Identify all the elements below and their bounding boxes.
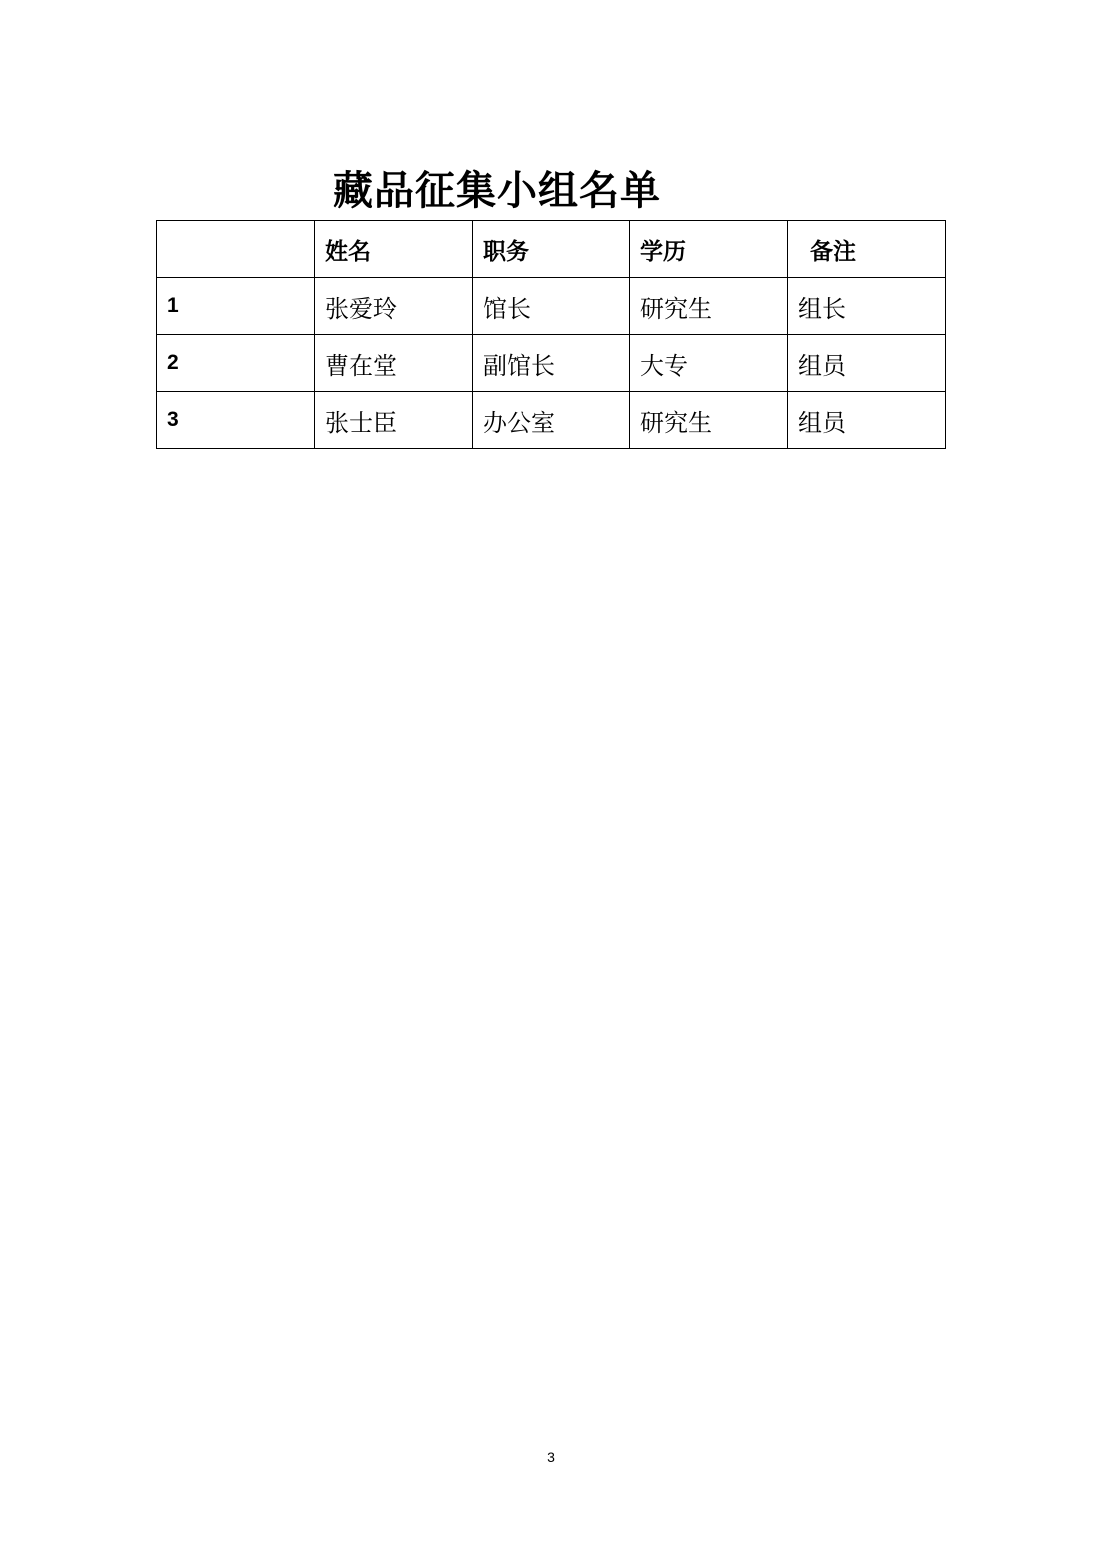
member-position: 副馆长 [473, 335, 630, 392]
page-title: 藏品征集小组名单 [333, 168, 661, 214]
row-index: 2 [157, 335, 315, 392]
header-remark: 备注 [788, 221, 946, 278]
member-remark: 组员 [788, 335, 946, 392]
row-index: 1 [157, 278, 315, 335]
member-education: 研究生 [630, 392, 788, 449]
table-row [157, 335, 946, 392]
table-header-row [157, 221, 946, 278]
member-position: 馆长 [473, 278, 630, 335]
member-table [156, 220, 946, 449]
header-index [157, 221, 315, 278]
member-education: 大专 [630, 335, 788, 392]
row-index: 3 [157, 392, 315, 449]
page-number: 3 [547, 1449, 555, 1465]
member-remark: 组员 [788, 392, 946, 449]
table-row [157, 392, 946, 449]
member-name: 曹在堂 [315, 335, 473, 392]
header-name: 姓名 [315, 221, 473, 278]
header-position: 职务 [473, 221, 630, 278]
member-name: 张爱玲 [315, 278, 473, 335]
member-position: 办公室 [473, 392, 630, 449]
member-education: 研究生 [630, 278, 788, 335]
header-education: 学历 [630, 221, 788, 278]
member-name: 张士臣 [315, 392, 473, 449]
member-remark: 组长 [788, 278, 946, 335]
table-row [157, 278, 946, 335]
